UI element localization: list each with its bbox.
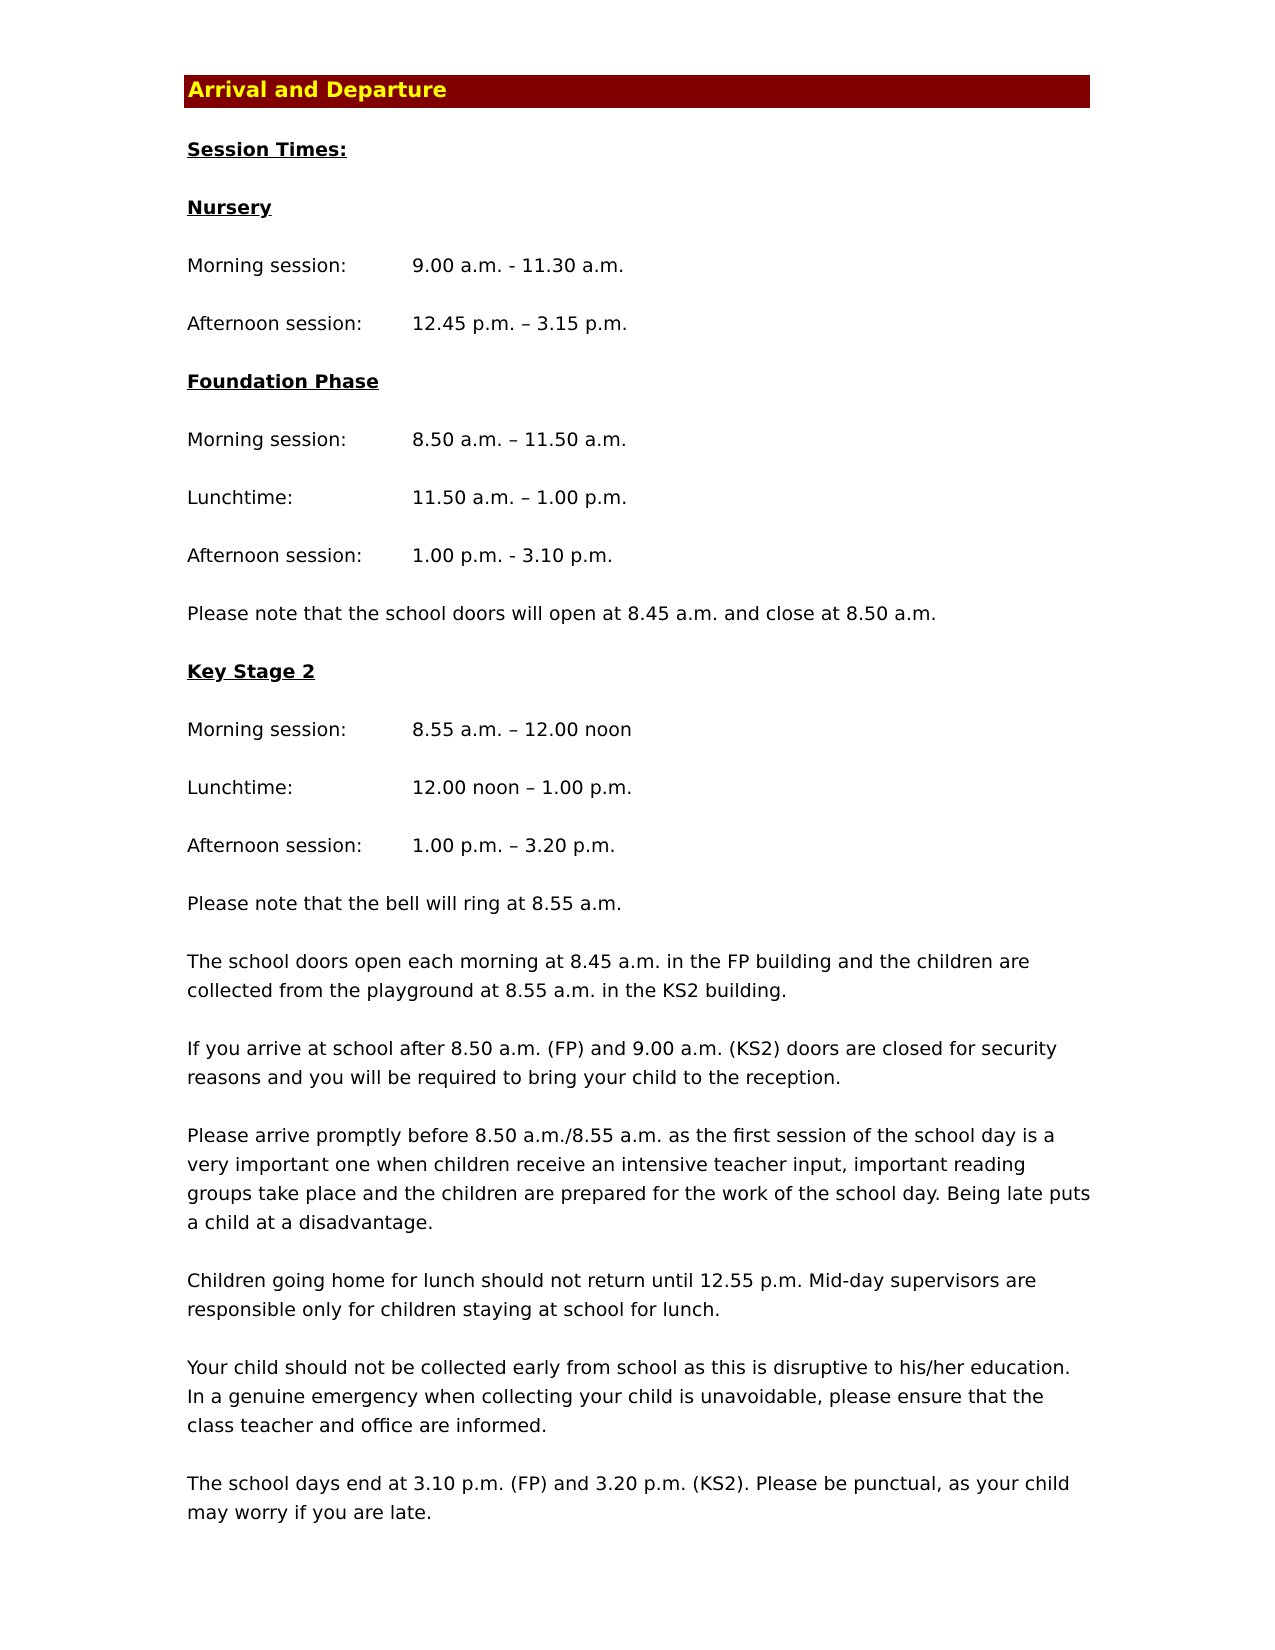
row-label: Afternoon session: [187,835,363,857]
row-value: 11.50 a.m. – 1.00 p.m. [412,487,628,509]
paragraph-lunch: Children going home for lunch should not return until 12.55 p.m. Mid-day supervisors are responsible only for children staying at school for lunch. [187,1270,1037,1321]
row-label: Morning session: [187,255,347,277]
paragraph-doors-open: The school doors open each morning at 8.45 a.m. in the FP building and the children are collected from the playground at 8.55 a.m. in the KS2 building. [187,951,1030,1002]
ks2-row-lunchtime [187,774,1092,803]
key-stage-2-heading: Key Stage 2 [187,661,316,683]
page-title: Arrival and Departure [188,78,447,102]
fp-note: Please note that the school doors will open at 8.45 a.m. and close at 8.50 a.m. [187,603,937,625]
fp-row-afternoon [187,542,1092,571]
nursery-row-morning [187,252,1092,281]
nursery-row-afternoon [187,310,1092,339]
paragraph-late-arrival: If you arrive at school after 8.50 a.m. (FP) and 9.00 a.m. (KS2) doors are closed for security reasons and you will be required to bring your child to the reception. [187,1038,1058,1089]
row-label: Afternoon session: [187,545,363,567]
row-value: 1.00 p.m. - 3.10 p.m. [412,545,613,567]
paragraph-day-end: The school days end at 3.10 p.m. (FP) and 3.20 p.m. (KS2). Please be punctual, as your child may worry if you are late. [187,1473,1070,1524]
foundation-phase-heading: Foundation Phase [187,371,379,393]
row-label: Lunchtime: [187,487,294,509]
title-bar [184,75,1090,108]
session-times-heading: Session Times: [187,139,347,161]
row-value: 12.45 p.m. – 3.15 p.m. [412,313,628,335]
ks2-row-afternoon [187,832,1092,861]
row-label: Afternoon session: [187,313,363,335]
row-value: 8.50 a.m. – 11.50 a.m. [412,429,627,451]
row-label: Lunchtime: [187,777,294,799]
row-label: Morning session: [187,719,347,741]
row-value: 9.00 a.m. - 11.30 a.m. [412,255,625,277]
row-value: 8.55 a.m. – 12.00 noon [412,719,632,741]
paragraph-arrive-promptly: Please arrive promptly before 8.50 a.m./8.55 a.m. as the first session of the school day is a very important one when children receive an intensive teacher input, important reading groups take place and the children are prepared for the work of the school day. Being late puts a child at a disadvantage. [187,1125,1091,1234]
ks2-note: Please note that the bell will ring at 8.55 a.m. [187,893,623,915]
paragraph-early-collection: Your child should not be collected early from school as this is disruptive to his/her education. In a genuine emergency when collecting your child is unavoidable, please ensure that the class teacher and office are informed. [187,1357,1071,1437]
row-value: 12.00 noon – 1.00 p.m. [412,777,633,799]
row-value: 1.00 p.m. – 3.20 p.m. [412,835,616,857]
nursery-heading: Nursery [187,197,272,219]
document-body [187,136,1092,1557]
row-label: Morning session: [187,429,347,451]
fp-row-morning [187,426,1092,455]
fp-row-lunchtime [187,484,1092,513]
ks2-row-morning [187,716,1092,745]
